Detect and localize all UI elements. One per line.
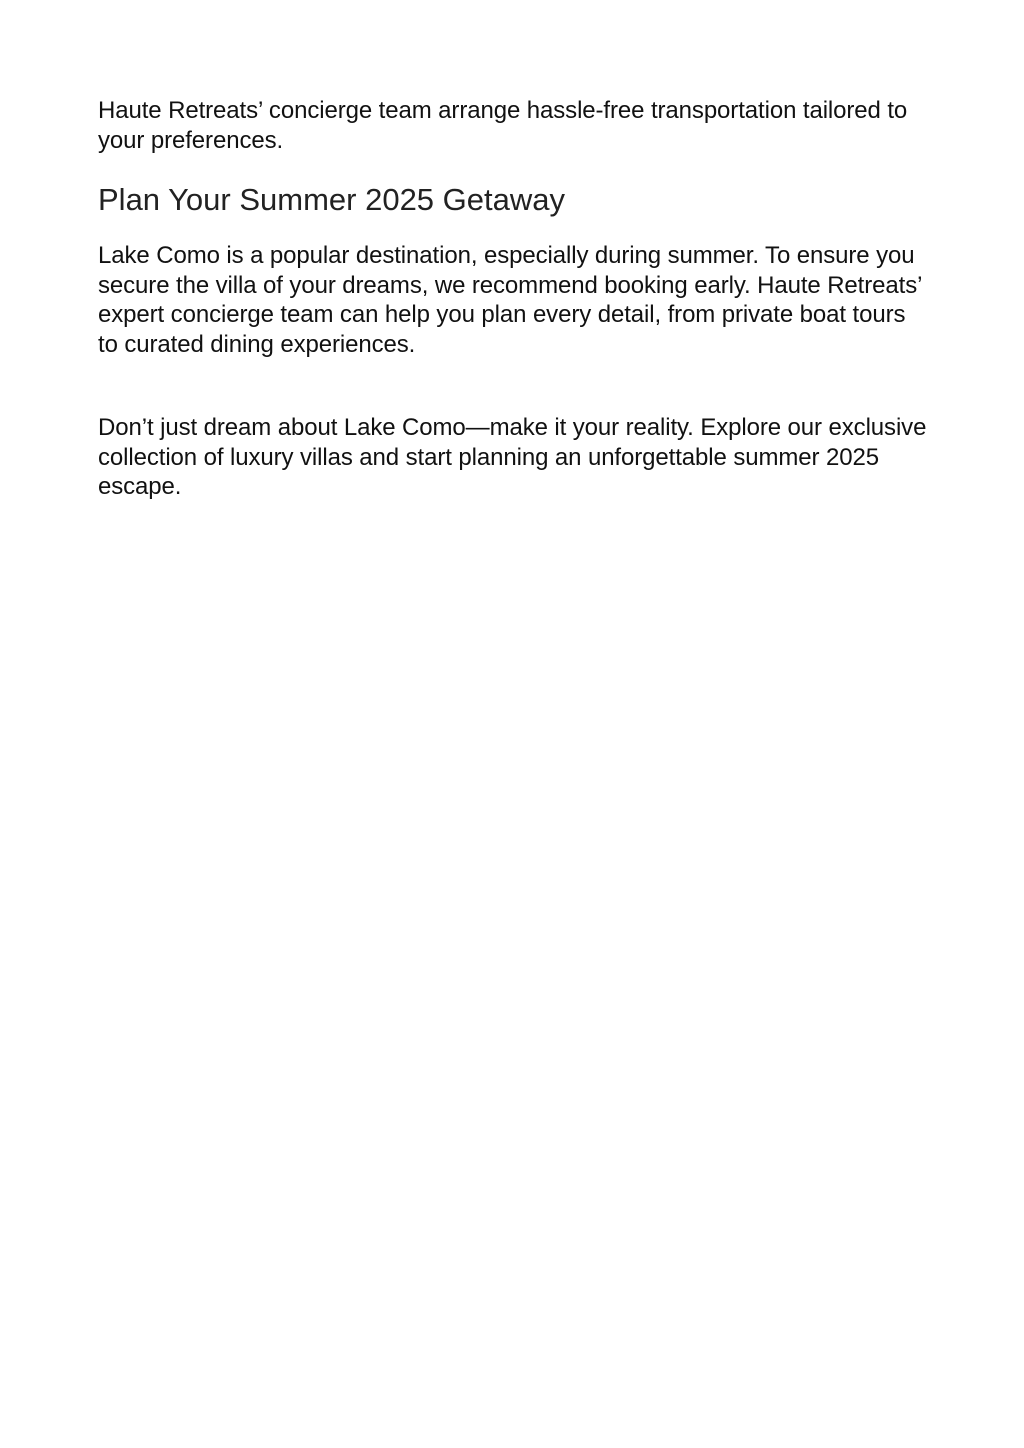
lake-como-paragraph: Lake Como is a popular destination, especially during summer. To ensure you secure the villa of your dreams, we recommend booking early. Haute Retreats’ expert concierge team can help you plan every detail, from private boat tours to curated dining experiences. xyxy=(98,242,922,358)
plan-getaway-heading: Plan Your Summer 2025 Getaway xyxy=(98,182,565,217)
transport-paragraph: Haute Retreats’ concierge team arrange hassle-free transportation tailored to your preferences. xyxy=(98,97,908,154)
document-page xyxy=(98,96,928,502)
dream-paragraph: Don’t just dream about Lake Como—make it your reality. Explore our exclusive collection of luxury villas and start planning an unforgettable summer 2025 escape. xyxy=(98,414,927,500)
